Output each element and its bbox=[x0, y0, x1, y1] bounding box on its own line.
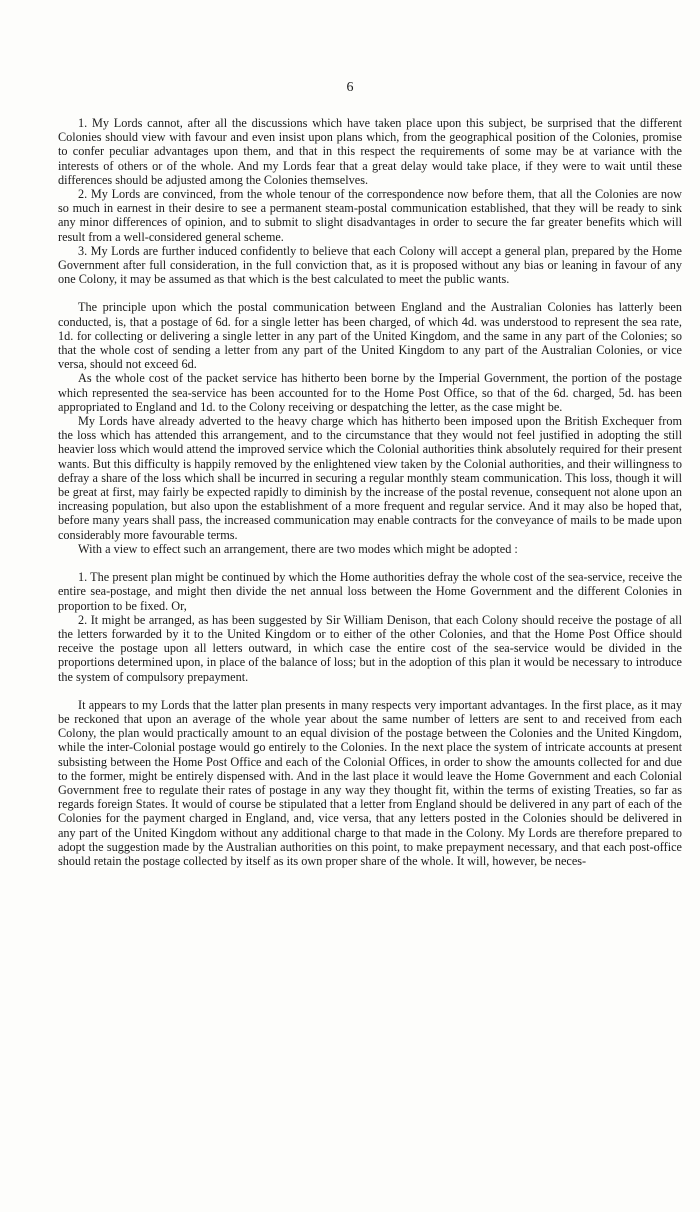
paragraph: 2. My Lords are convinced, from the whole tenour of the correspondence now before them, that all the Colonies are now so much in earnest in their desire to see a permanent steam-postal communication established, that they will be ready to sink any minor differences of opinion, and to submit to slight disadvantages in order to secure the far greater benefits which will result from a well-considered general scheme. bbox=[58, 187, 682, 244]
paragraph: The principle upon which the postal communication between England and the Australian Colonies has latterly been conducted, is, that a postage of 6d. for a single letter has been charged, of which 4d. was understood to represent the sea rate, 1d. for collecting or delivering a single letter in any part of the United Kingdom, and the same in any part of the Colonies; so that the whole cost of sending a letter from any part of the United Kingdom to any part of the Australian Colonies, or vice versa, should not exceed 6d. bbox=[58, 300, 682, 372]
paragraph: As the whole cost of the packet service has hitherto been borne by the Imperial Government, the portion of the postage which represented the sea-service has been accounted for to the Home Post Office, so that of the 6d. charged, 5d. has been appropriated to England and 1d. to the Colony receiving or despatching the letter, as the case might be. bbox=[58, 371, 682, 414]
page-number: 6 bbox=[346, 80, 354, 95]
paragraph: 3. My Lords are further induced confidently to believe that each Colony will accept a general plan, prepared by the Home Government after full consideration, in the full conviction that, as it is proposed without any bias or leaning in favour of any one Colony, it may be assumed as that which is the best calculated to meet the public wants. bbox=[58, 243, 682, 287]
document-body bbox=[58, 116, 682, 868]
paragraph: 1. The present plan might be continued by which the Home authorities defray the whole cost of the sea-service, receive the entire sea-postage, and might then divide the net annual loss between the Home Government and the different Colonies in proportion to be fixed. Or, bbox=[58, 570, 682, 613]
paragraph: It appears to my Lords that the latter plan presents in many respects very important advantages. In the first place, as it may be reckoned that upon an average of the whole year about the same number of letters are sent to and received from each Colony, the plan would practically amount to an equal division of the postage between the Colonies and the United Kingdom, while the inter-Colonial postage would go entirely to the Colonies. In the next place the system of intricate accounts at present subsisting between the Home Post Office and each of the Colonial Offices, in order to show the amounts collected for and due to the former, might be entirely dispensed with. And in the last place it would leave the Home Government and each Colonial Government free to regulate their rates of postage in any way they thought fit, within the terms of existing Treaties, so far as regards foreign States. It would of course be stipulated that a letter from England should be delivered in any part of each of the Colonies for the payment charged in England, and, vice versa, that any letters posted in the Colonies should be delivered in any part of the United Kingdom without any additional charge to that made in the Colony. My Lords are therefore prepared to adopt the suggestion made by the Australian authorities on this point, to make prepayment necessary, and that each post-office should retain the postage collected by itself as its own proper share of the whole. It will, however, be neces- bbox=[58, 697, 682, 868]
paragraph: My Lords have already adverted to the heavy charge which has hitherto been imposed upon the British Exchequer from the loss which has attended this arrangement, and to the circumstance that they would not feel justified in adopting the still heavier loss which would attend the improved service which the Colonial authorities think absolutely required for their present wants. But this difficulty is happily removed by the enlightened view taken by the Colonial authorities, and their willingness to defray a share of the loss which shall be incurred in securing a regular monthly steam communication. This loss, though it will be great at first, may fairly be expected rapidly to diminish by the increase of the postal revenue, consequent not alone upon an increasing population, but also upon the establishment of a more frequent and regular service. And it may also be hoped that, before many years shall pass, the increased communication may enable contracts for the conveyance of mails to be made upon considerably more favourable terms. bbox=[58, 414, 682, 542]
paragraph: 1. My Lords cannot, after all the discussions which have taken place upon this subject, be surprised that the different Colonies should view with favour and even insist upon plans which, from the geographical position of the Colonies, promise to confer peculiar advantages upon them, and that in this respect the requirements of some may be at variance with the interests of others or of the whole. And my Lords fear that a great delay would take place, if they were to wait until these differences should be adjusted among the Colonies themselves. bbox=[58, 116, 682, 187]
paragraph: 2. It might be arranged, as has been suggested by Sir William Denison, that each Colony should receive the postage of all the letters forwarded by it to the United Kingdom or to either of the other Colonies, and that the Home Post Office should receive the postage upon all letters outward, in which case the entire cost of the sea-service would be divided in the proportions determined upon, in place of the balance of loss; but in the adoption of this plan it would be necessary to introduce the system of compulsory prepayment. bbox=[58, 612, 682, 684]
paragraph: With a view to effect such an arrangement, there are two modes which might be adopted : bbox=[78, 541, 518, 556]
